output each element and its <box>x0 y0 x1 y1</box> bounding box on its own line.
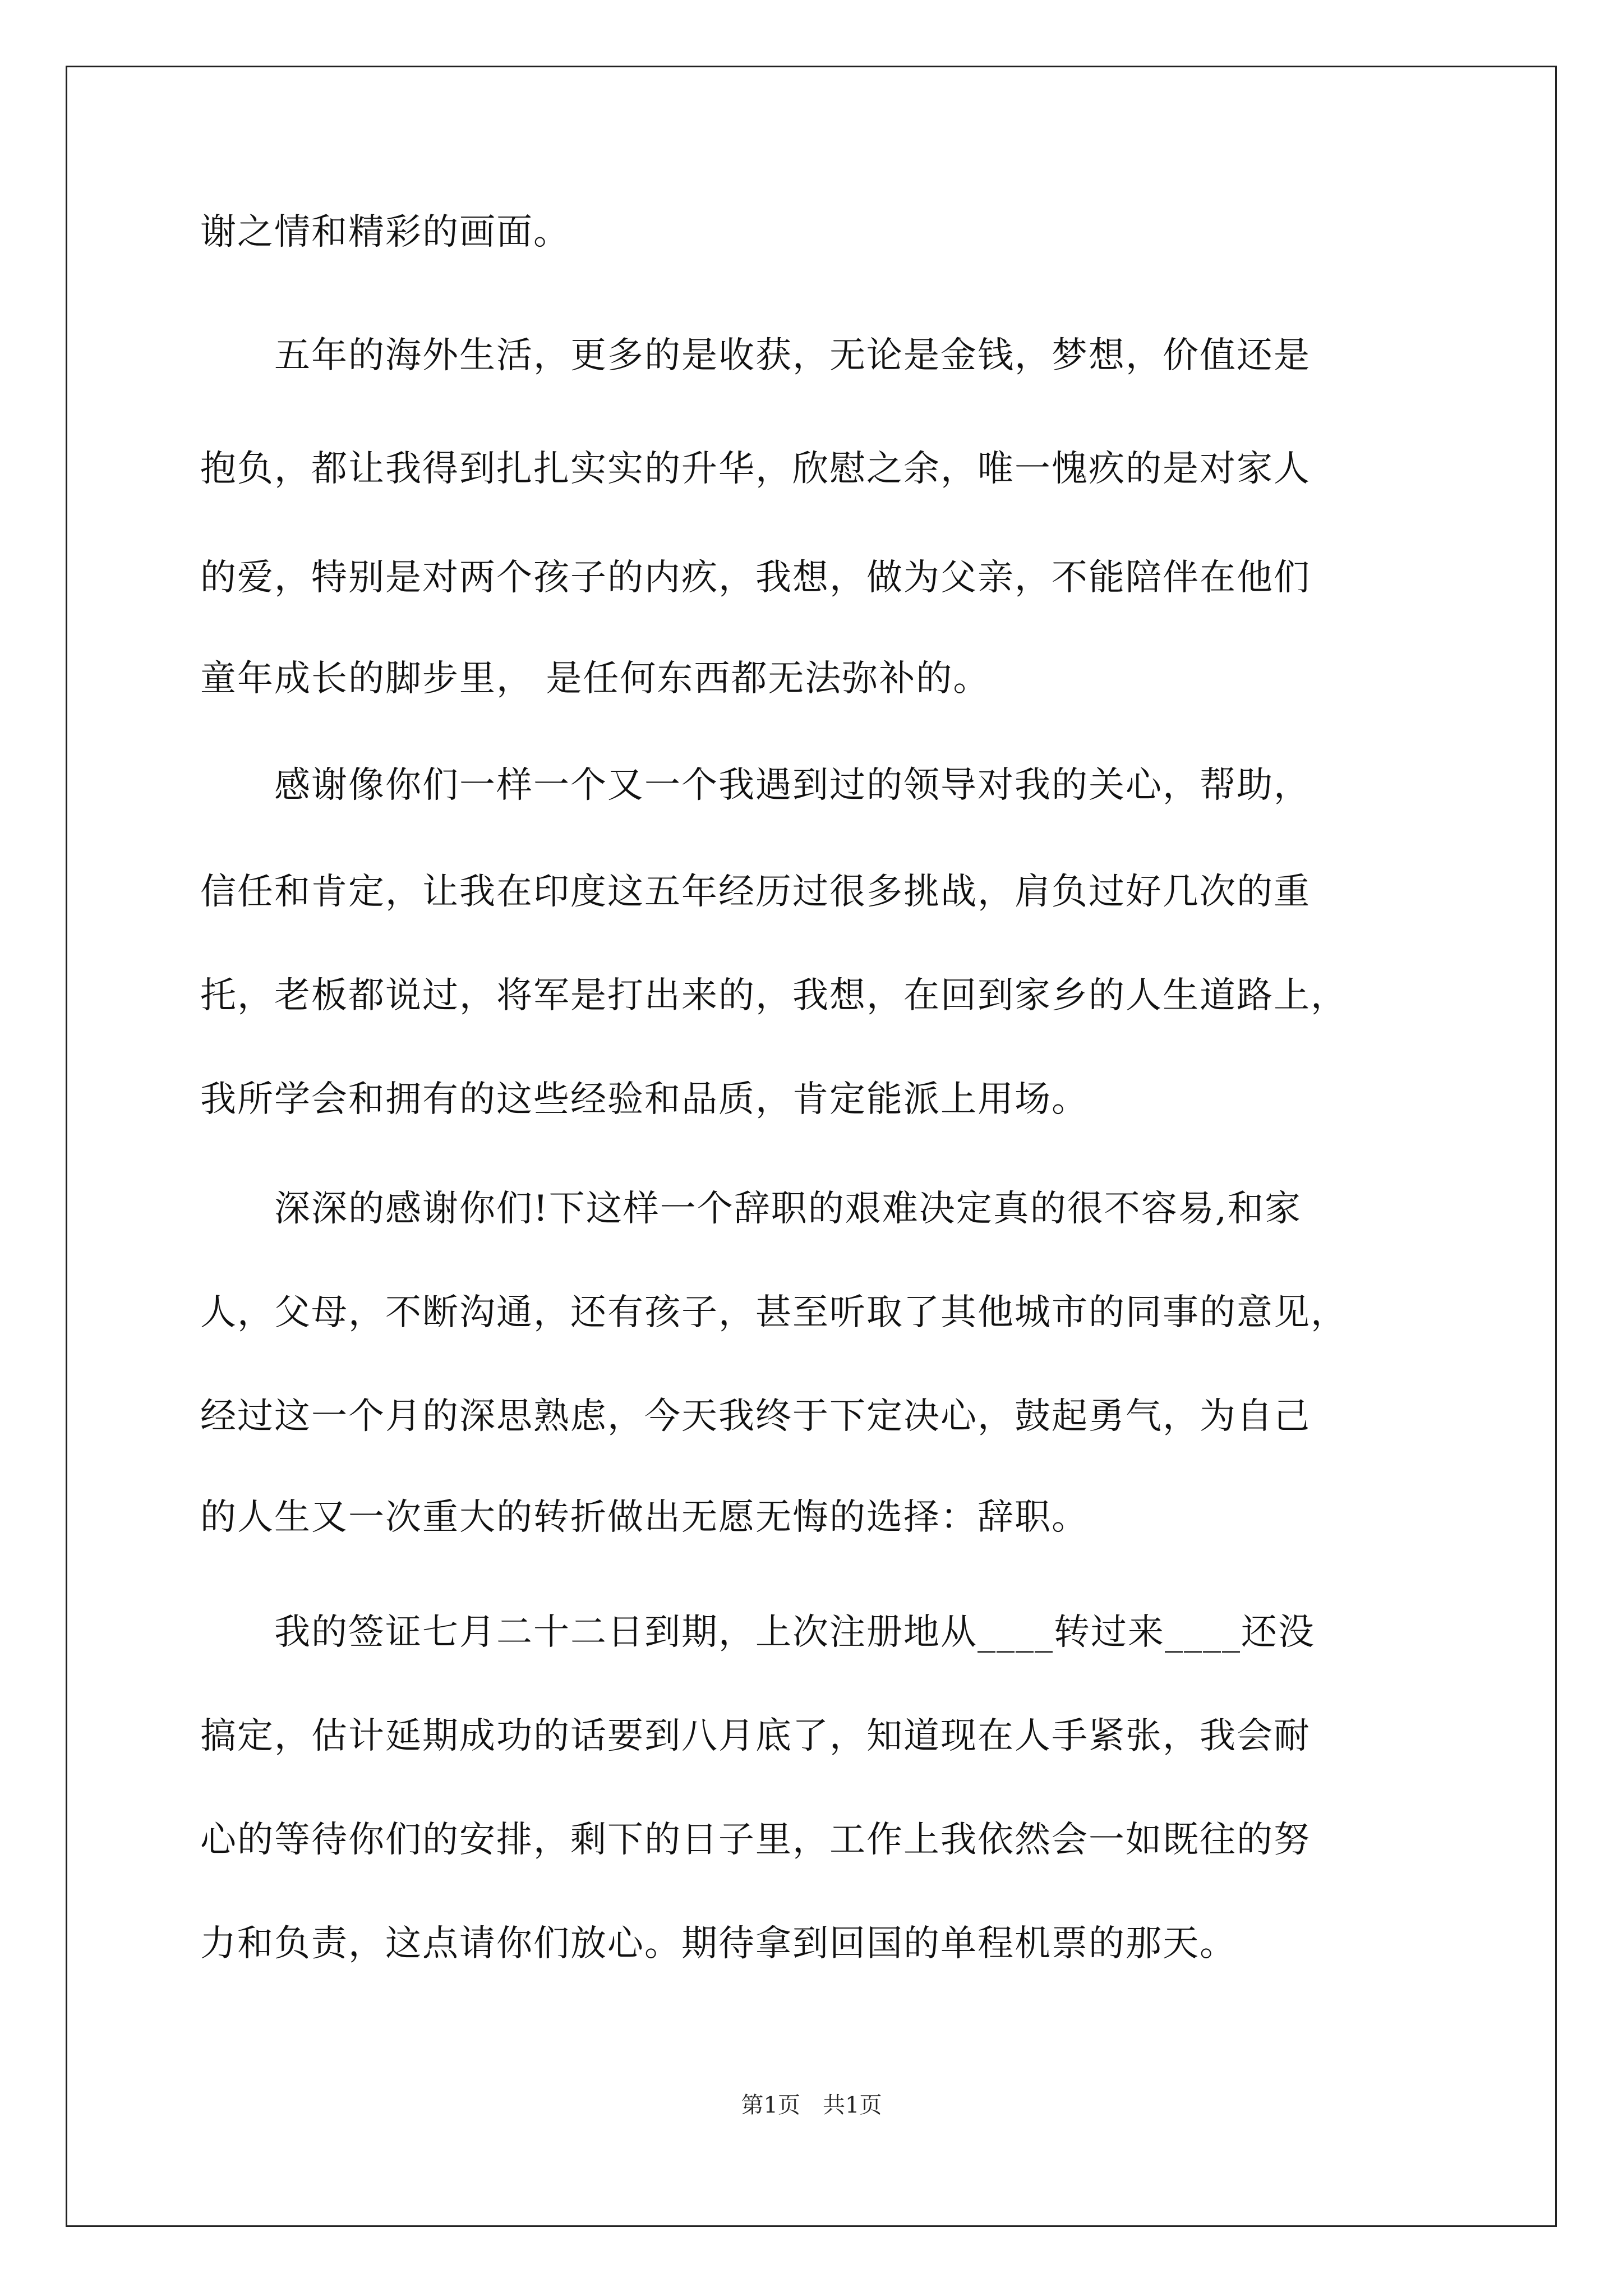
text-line: 抱负，都让我得到扎扎实实的升华，欣慰之余，唯一愧疚的是对家人 <box>200 448 1311 490</box>
text-line: 谢之情和精彩的画面。 <box>200 211 570 253</box>
text-line: 经过这一个月的深思熟虑，今天我终于下定决心，鼓起勇气，为自己 <box>200 1396 1311 1437</box>
text-line: 的爱，特别是对两个孩子的内疚，我想，做为父亲，不能陪伴在他们 <box>200 557 1311 599</box>
text-line: 童年成长的脚步里， 是任何东西都无法弥补的。 <box>200 658 990 700</box>
text-line: 五年的海外生活，更多的是收获，无论是金钱，梦想，价值还是 <box>200 335 1311 376</box>
page-border <box>66 66 1557 2227</box>
text-line: 信任和肯定，让我在印度这五年经历过很多挑战，肩负过好几次的重 <box>200 871 1311 913</box>
text-line: 搞定，估计延期成功的话要到八月底了，知道现在人手紧张，我会耐 <box>200 1715 1311 1757</box>
text-line: 的人生又一次重大的转折做出无愿无悔的选择：辞职。 <box>200 1497 1089 1538</box>
text-line: 感谢像你们一样一个又一个我遇到过的领导对我的关心，帮助， <box>200 765 1311 806</box>
text-line: 力和负责，这点请你们放心。期待拿到回国的单程机票的那天。 <box>200 1923 1237 1964</box>
text-line: 我所学会和拥有的这些经验和品质，肯定能派上用场。 <box>200 1079 1089 1120</box>
text-line: 深深的感谢你们!下这样一个辞职的艰难决定真的很不容易,和家 <box>200 1188 1302 1230</box>
text-line: 人，父母，不断沟通，还有孩子，甚至听取了其他城市的同事的意见， <box>200 1292 1348 1333</box>
page-number: 第1页 共1页 <box>741 2092 882 2118</box>
text-line: 心的等待你们的安排，剩下的日子里，工作上我依然会一如既往的努 <box>200 1819 1311 1861</box>
text-line: 托，老板都说过，将军是打出来的，我想，在回到家乡的人生道路上， <box>200 975 1348 1016</box>
text-line: 我的签证七月二十二日到期，上次注册地从____转过来____还没 <box>200 1612 1315 1653</box>
